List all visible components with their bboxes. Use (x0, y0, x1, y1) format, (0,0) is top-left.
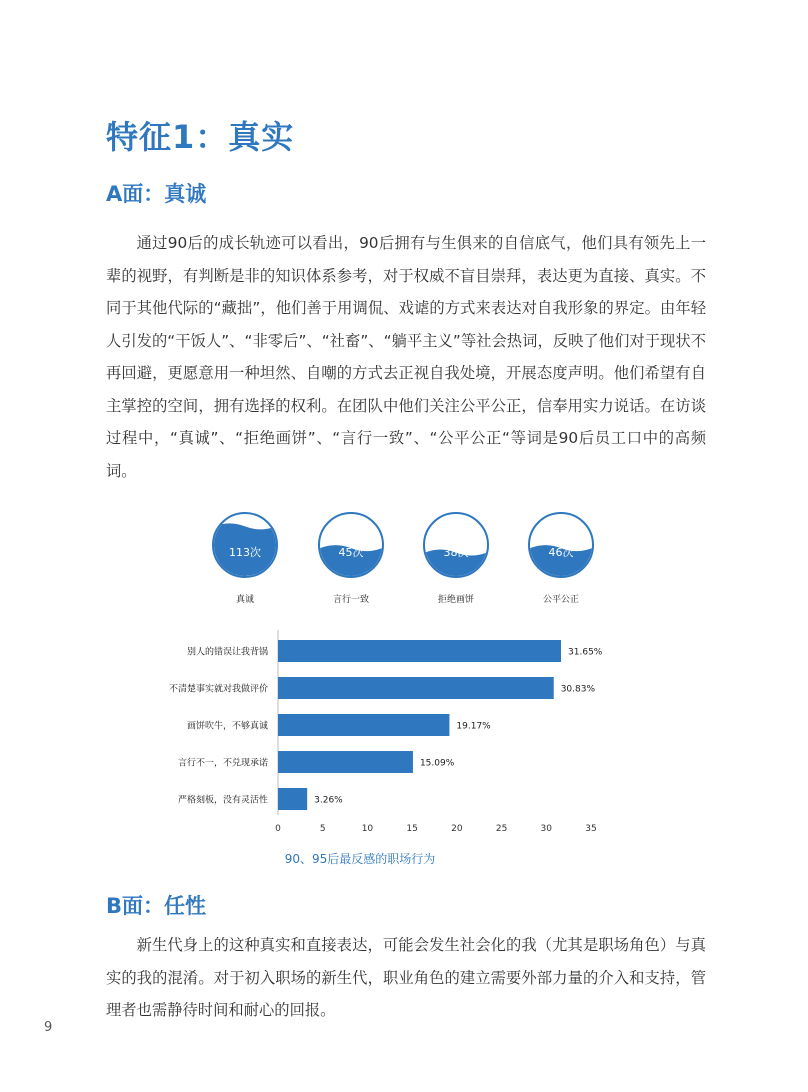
page-title: 特征1：真实 (106, 118, 295, 156)
category-label: 言行不一，不兑现承诺 (177, 758, 268, 769)
circle-item-3 (526, 512, 596, 605)
water-circle (423, 512, 489, 578)
circle-item-0 (210, 512, 280, 605)
circle-label: 言行一致 (332, 595, 369, 605)
x-tick-label: 25 (495, 824, 508, 834)
bar (278, 751, 413, 773)
category-label: 严格刻板，没有灵活性 (177, 795, 268, 806)
circle-value: 38次 (443, 546, 469, 559)
circle-item-2 (421, 512, 491, 605)
water-circle (318, 512, 384, 578)
bar (278, 788, 307, 810)
section-b-paragraph: 新生代身上的这种真实和直接表达，可能会发生社会化的我（尤其是职场角色）与真实的我的混淆。对于初入职场的新生代，职业角色的建立需要外部力量的介入和支持，管理者也需静待时间和耐心的回报。 (106, 936, 706, 1019)
x-tick-label: 10 (361, 824, 374, 834)
water-circle (528, 512, 594, 578)
x-tick-label: 30 (540, 824, 553, 834)
bar (278, 714, 449, 736)
page-number: 9 (44, 1020, 53, 1035)
circle-value: 46次 (548, 546, 574, 559)
category-label: 不清楚事实就对我做评价 (168, 684, 268, 695)
x-tick-label: 20 (451, 824, 463, 834)
section-a-paragraph: 通过90后的成长轨迹可以看出，90后拥有与生俱来的自信底气，他们具有领先上一辈的视野，有判断是非的知识体系参考，对于权威不盲目崇拜，表达更为直接、真实。不同于其他代际的“藏拙”，他们善于用调侃、戏谑的方式来表达对自我形象的界定。由年轻人引发的“干饭人”、“非零后”、“社畜”、“躺平主义”等社会热词，反映了他们对于现状不再回避，更愿意用一种坦然、自嘲的方式去正视自我处境，开展态度声明。他们希望有自主掌控的空间，拥有选择的权利。在团队中他们关注公平公正，信奉用实力说话。在访谈过程中，“真诚”、“拒绝画饼”、“言行一致”、“公平公正“等词是90后员工口中的高频词。 (106, 234, 706, 480)
circle-value: 113次 (229, 546, 261, 559)
circle-label: 真诚 (235, 595, 254, 605)
value-label: 15.09% (419, 758, 455, 769)
x-tick-label: 5 (319, 824, 326, 834)
x-tick-label: 0 (275, 824, 281, 834)
value-label: 30.83% (560, 684, 596, 695)
circle-item-1 (316, 512, 386, 605)
category-label: 别人的错误让我背锅 (186, 647, 268, 658)
x-tick-label: 35 (585, 824, 597, 834)
category-label: 画饼吹牛，不够真诚 (186, 721, 268, 732)
value-label: 19.17% (456, 721, 491, 732)
value-label: 31.65% (568, 647, 603, 658)
bar (278, 640, 561, 662)
circle-label: 拒绝画饼 (437, 595, 474, 605)
chart-caption: 90、95后最反感的职场行为 (284, 852, 436, 866)
bar (278, 677, 554, 699)
x-tick-label: 15 (406, 824, 418, 834)
circle-value: 45次 (338, 546, 364, 559)
section-b-heading: B面：任性 (106, 894, 207, 918)
value-label: 3.26% (314, 795, 343, 806)
water-circle (212, 512, 278, 578)
bar-chart (0, 625, 808, 840)
circle-label: 公平公正 (542, 595, 579, 605)
section-a-heading: A面：真诚 (106, 182, 207, 206)
